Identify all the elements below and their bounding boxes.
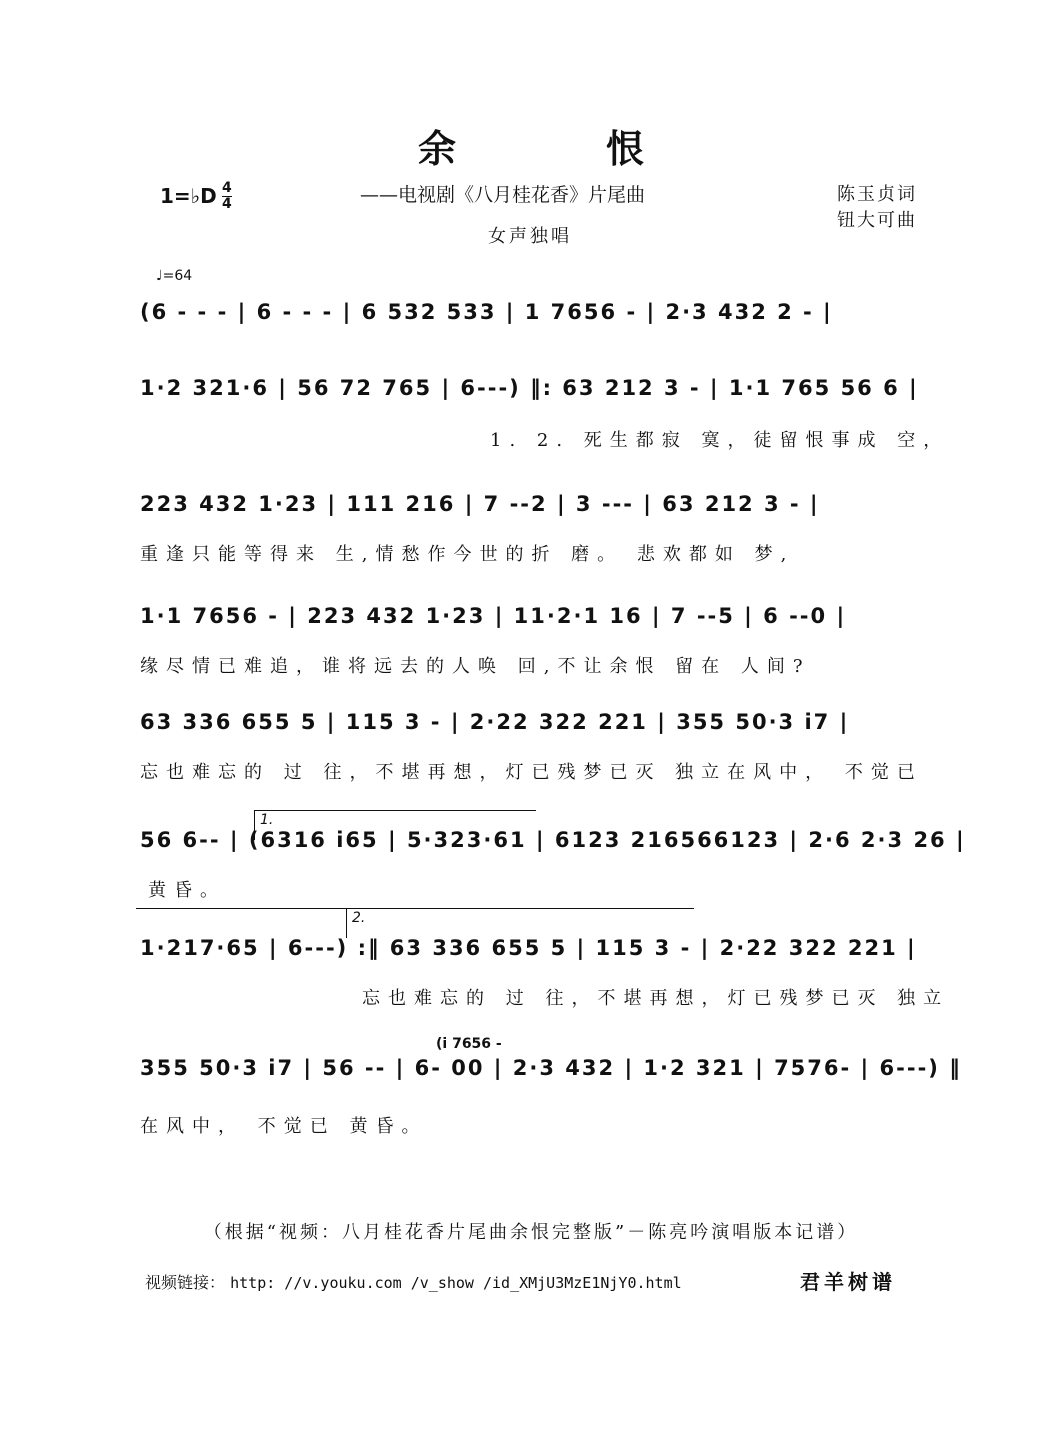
staff-line-1 <box>140 300 934 324</box>
lyric-line-4: 忘也难忘的 过 往，不堪再想，灯已残梦已灭 独立在风中， 不觉已 <box>140 762 923 783</box>
transcriber-signature: 君羊树谱 <box>800 1270 896 1294</box>
staff-text-5: 63 336 655 5 | 115 3 - | 2·22 322 221 | 355 50·3 i7 | <box>140 710 850 734</box>
volta-2-label: 2. <box>352 910 366 926</box>
staff-text-6: 56 6-- | (6316 i65 | 5·323·61 | 6123 216566123 | 2·6 2·3 26 | <box>140 828 966 852</box>
time-sig-top: 4 <box>222 180 232 196</box>
staff-text-3: 223 432 1·23 | 111 216 | 7 --2 | 3 --- | 63 212 3 - | <box>140 492 820 516</box>
staff-line-6 <box>140 828 966 852</box>
staff-line-8 <box>140 1056 962 1080</box>
volta-1-label: 1. <box>260 812 274 828</box>
staff-text-1: (6 - - - | 6 - - - | 6 532 533 | 1 7656 - | 2·3 432 2 - | <box>140 300 833 324</box>
lyric-line-2: 重逢只能等得来 生,情愁作今世的折 磨。 悲欢都如 梦, <box>140 544 795 565</box>
volta-2-edge <box>346 908 347 938</box>
lyricist-credit: 陈玉贞词 <box>837 184 917 205</box>
volta-2-bracket <box>346 908 694 909</box>
video-link-label: 视频链接： <box>145 1273 226 1292</box>
time-signature <box>222 181 232 212</box>
staff-line-4 <box>140 604 934 628</box>
staff-text-8: 355 50·3 i7 | 56 -- | 6- 00 | 2·3 432 | 1·2 321 | 7576- | 6---) ‖ <box>140 1056 962 1080</box>
lyric-line-3: 缘尽情已难追，谁将远去的人唤 回,不让余恨 留在 人间? <box>140 656 811 677</box>
tempo-marking: ♩=64 <box>156 268 193 284</box>
lyric-line-7: 在风中， 不觉已 黄昏。 <box>140 1116 428 1137</box>
staff-line-2 <box>140 376 934 400</box>
subtitle: ——电视剧《八月桂花香》片尾曲 <box>360 184 646 206</box>
voice-type: 女声独唱 <box>488 226 572 247</box>
staff-line-3 <box>140 492 934 516</box>
staff-text-4: 1·1 7656 - | 223 432 1·23 | 11·2·1 16 | 7 --5 | 6 --0 | <box>140 604 847 628</box>
lyric-line-5: 黄昏。 <box>148 880 226 901</box>
composer-credit: 钮大可曲 <box>837 210 917 231</box>
video-link <box>145 1270 682 1293</box>
lyric-line-1: 1. 2. 死生都寂 寞，徒留恨事成 空， <box>490 430 950 451</box>
source-note: （根据“视频：八月桂花香片尾曲余恨完整版”－陈亮吟演唱版本记谱） <box>203 1222 859 1243</box>
staff-line-5 <box>140 710 934 734</box>
staff-text-7: 1·217·65 | 6---) :‖ 63 336 655 5 | 115 3 - | 2·22 322 221 | <box>140 936 917 960</box>
ornament-notes: (i 7656 - <box>436 1036 502 1052</box>
volta-1-continued-bracket <box>136 908 346 909</box>
time-sig-bottom: 4 <box>222 196 232 212</box>
page-title: 余恨 <box>417 126 794 171</box>
staff-text-2: 1·2 321·6 | 56 72 765 | 6---) ‖: 63 212 3 - | 1·1 765 56 6 | <box>140 376 919 400</box>
key-signature: 1=♭D <box>160 184 217 208</box>
volta-1-bracket <box>254 810 536 811</box>
video-link-url[interactable]: http: //v.youku.com /v_show /id_XMjU3MzE1NjY0.html <box>230 1274 682 1292</box>
staff-line-7 <box>140 936 934 960</box>
lyric-line-6: 忘也难忘的 过 往，不堪再想，灯已残梦已灭 独立 <box>362 988 950 1009</box>
